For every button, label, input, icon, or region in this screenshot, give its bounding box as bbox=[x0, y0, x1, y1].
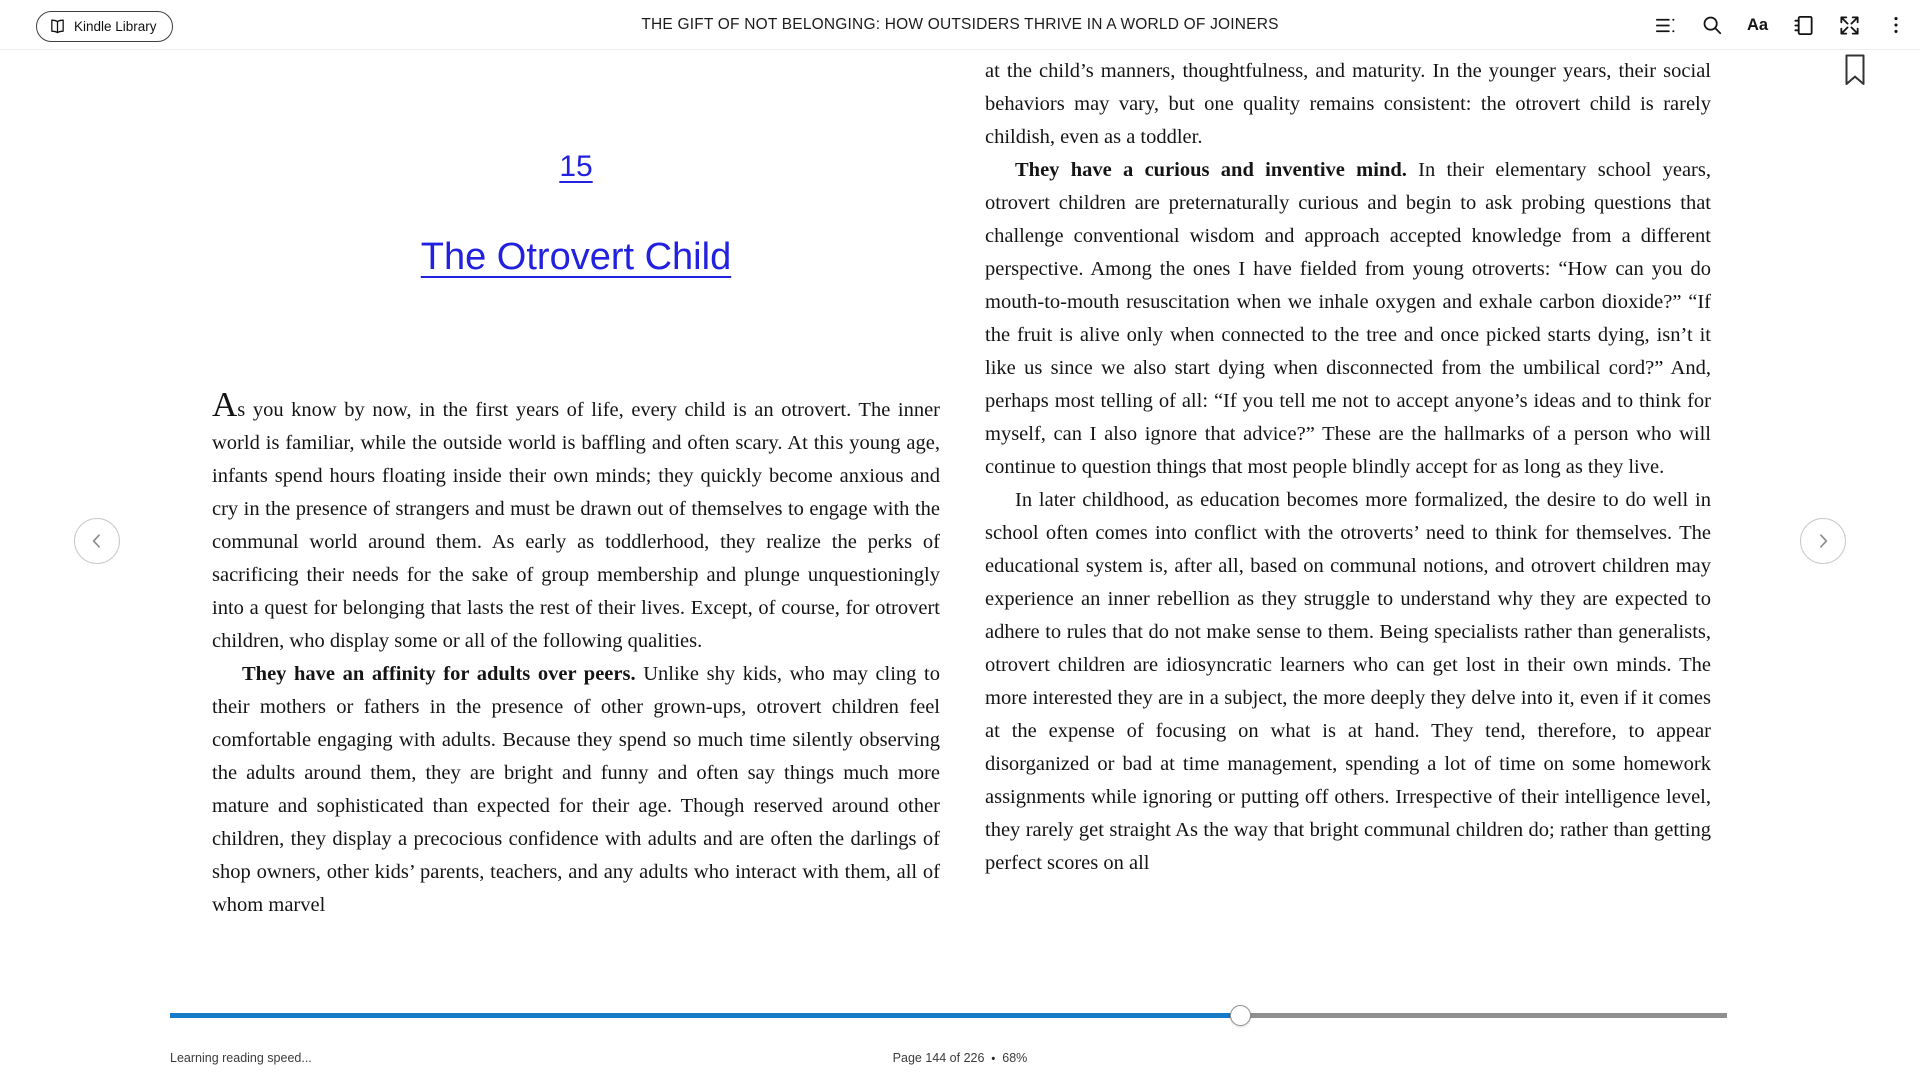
paragraph: at the child’s manners, thoughtfulness, and maturity. In the younger years, their social behaviors may vary, but one quality remains consistent: the otrovert child is rarely childish, even as a toddler. bbox=[985, 60, 1711, 148]
right-column-body bbox=[985, 55, 1711, 880]
paragraph: As you know by now, in the first years of life, every child is an otrovert. The inner world is familiar, while the outside world is baffling and often scary. At this young age, infants spend hours floating inside their own minds; they quickly become anxious and cry in the presence of strangers and must be drawn out of themselves to engage with the communal world around them. As early as toddlerhood, they realize the perks of sacrificing their needs for the sake of group membership and plunge unquestioningly into a quest for belonging that lasts the rest of their lives. Except, of course, for otrovert children, who display some or all of the following qualities. bbox=[212, 385, 940, 652]
overflow-menu-button[interactable] bbox=[1884, 14, 1907, 37]
percent-label: 68% bbox=[1002, 1051, 1028, 1065]
notebook-button[interactable] bbox=[1792, 14, 1815, 37]
bookmark-icon[interactable] bbox=[1844, 54, 1866, 86]
display-settings-button[interactable] bbox=[1746, 14, 1769, 37]
reading-speed-status: Learning reading speed... bbox=[170, 1051, 312, 1065]
chevron-left-icon bbox=[87, 531, 107, 551]
paragraph: In later childhood, as education becomes more formalized, the desire to do well in school often comes into conflict with the otroverts’ need to think for themselves. The educational system is, after all, based on communal notions, and otrovert children may experience an inner rebellion as they struggle to understand why they are expected to adhere to rules that do not make sense to them. Being specialists rather than generalists, otrovert children are idiosyncratic learners who can get lost in their own minds. The more interested they are in a subject, the more deeply they delve into it, even if it comes at the expense of focusing on what is at hand. They tend, therefore, to appear disorganized or bad at time management, spending a lot of time on some homework assignments while ignoring or putting off others. Irrespective of their intelligence level, they rarely get straight As the way that bright communal children do; rather than getting perfect scores on all bbox=[985, 489, 1711, 874]
paragraph bbox=[212, 658, 940, 922]
progress-thumb[interactable] bbox=[1230, 1005, 1251, 1026]
progress-fill bbox=[170, 1013, 1241, 1018]
paragraph bbox=[985, 154, 1711, 484]
display-settings-aa-icon: Aa bbox=[1746, 15, 1769, 34]
notebook-icon bbox=[1792, 14, 1815, 37]
previous-page-button[interactable] bbox=[74, 518, 120, 564]
paragraph-text: In their elementary school years, otrovert children are preternaturally curious and begin to ask probing questions that challenge conventional wisdom and approach accepted knowledge from a different perspective. Among the ones I have fielded from young otroverts: “How can you do mouth-to-mouth resuscitation when we inhale oxygen and exhale carbon dioxide?” “If the fruit is alive only when connected to the tree and once picked starts dying, isn’t it like us since we also start dying when disconnected from the umbilical cord?” And, perhaps most telling of all: “If you tell me not to accept anyone’s ideas and to think for myself, can I also ignore that advice?” These are the hallmarks of a person who will continue to question things that most people blindly accept for as long as they live. bbox=[985, 159, 1711, 478]
chapter-title-link[interactable]: The Otrovert Child bbox=[420, 236, 732, 278]
paragraph-text: Unlike shy kids, who may cling to their mothers or fathers in the presence of other grown-ups, otrovert children feel comfortable engaging with adults. Because they spend so much time silently observing the adults around them, they are bright and funny and often say things much more mature and sophisticated than expected for their age. Though reserved around other children, they display a precocious confidence with adults and are often the darlings of shop owners, other kids’ parents, teachers, and any adults who interact with them, all of whom marvel bbox=[212, 663, 940, 916]
reading-progress-slider[interactable] bbox=[170, 1006, 1727, 1024]
left-text-column bbox=[212, 0, 940, 922]
page-number-label: Page 144 of 226 bbox=[892, 1051, 985, 1065]
kebab-menu-icon bbox=[1885, 14, 1907, 36]
fullscreen-icon bbox=[1838, 14, 1861, 37]
bullet-separator: • bbox=[991, 1053, 996, 1065]
fullscreen-button[interactable] bbox=[1838, 14, 1861, 37]
next-page-button[interactable] bbox=[1800, 518, 1846, 564]
page-position-info bbox=[0, 1051, 1920, 1065]
paragraph-bold-lead: They have an affinity for adults over peers. bbox=[242, 663, 636, 685]
kindle-library-label: Kindle Library bbox=[74, 19, 157, 34]
paragraph-bold-lead: They have a curious and inventive mind. bbox=[1015, 159, 1407, 181]
chapter-number-link[interactable]: 15 bbox=[559, 150, 593, 183]
right-text-column bbox=[985, 0, 1711, 880]
left-column-body bbox=[212, 387, 940, 922]
chevron-right-icon bbox=[1813, 531, 1833, 551]
book-title: THE GIFT OF NOT BELONGING: HOW OUTSIDERS THRIVE IN A WORLD OF JOINERS bbox=[641, 16, 1279, 33]
